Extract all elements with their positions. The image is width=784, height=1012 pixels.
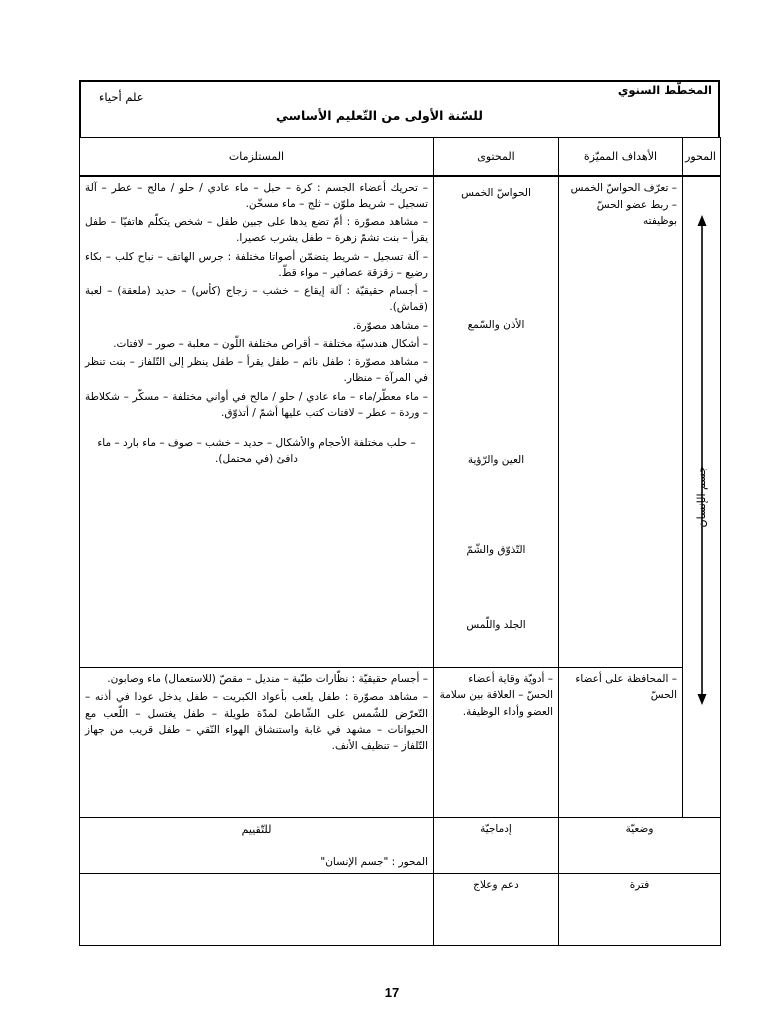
evaluation-note: المحور : "جسم الإنسان" (320, 856, 428, 869)
remediation-axis-label: فترة (559, 874, 721, 946)
requirement-item: – أشكال هندسيّة مختلفة – أقراص مختلفة اللّون – معلبة – صور – لافتات. (113, 337, 428, 350)
requirement-item: – مشاهد مصوّرة : أمّ تضع يدها على جبين طفل – شخص يتكلّم هاتفيّا – طفل يقرأ – بنت تشمّ زهرة – طفل يشرب عصيرا. (85, 216, 428, 245)
requirement-item: – أجسام حقيقيّة : آلة إيقاع – خشب – زجاج (كأس) – حديد (ملعقة) – لعبة (قماش). (85, 285, 428, 314)
axis-cell (683, 176, 721, 818)
requirement-item: – مشاهد مصوّرة : طفل نائم – طفل يقرأ – طفل ينظر إلى التّلفاز – بنت تنظر في المرآة – منظار. (85, 356, 428, 385)
content-item: – أدويّة وقاية أعضاء الحسّ – العلاقة بين سلامة العضو وأداء الوظيفة. (439, 673, 553, 718)
content-cell-2 (434, 668, 559, 818)
requirement-item: – مشاهد مصوّرة : طفل يلعب بأعواد الكبريت – طفل يدخل عودا في أذنه – التّعرّض للشّمس على الشّاطئ لمدّة طويلة – طفل يغتسل – اللّعب مع الحيوانات – مشهد في غابة واستنشاق الهواء النّقي – طفل قريب من جهاز التّلفاز – تنظيف الأنف. (85, 691, 428, 753)
remediation-requirements-cell (80, 874, 434, 946)
evaluation-requirements-label: للتّقييم (241, 823, 272, 836)
requirement-item: – مشاهد مصوّرة. (352, 319, 428, 332)
requirement-item: – حلب مختلفة الأحجام والأشكال – حديد – خشب – صوف – ماء بارد – ماء دافئ (في محتمل). (97, 437, 416, 466)
requirements-cell-2 (80, 668, 434, 818)
requirement-item: – آلة تسجيل – شريط يتضمّن أصواتا مختلفة : جرس الهاتف – نباح كلب – بكاء رضيع – زقزقة عصافير – مواء قطّ. (85, 250, 428, 279)
remediation-row (80, 874, 721, 946)
table-row (80, 176, 721, 668)
evaluation-row (80, 818, 721, 874)
evaluation-requirements-cell (80, 818, 434, 874)
requirement-item: – أجسام حقيقيّة : نظّارات طبّية – منديل – مقصّ (للاستعمال) ماء وصابون. (107, 673, 428, 685)
document-title: المخطّط السنوي (617, 83, 712, 97)
column-header-requirements: المستلزمات (80, 138, 434, 176)
objective-item: – المحافظة على أعضاء الحسّ (575, 673, 677, 702)
column-header-axis: المحور (683, 138, 721, 176)
requirements-cell-1 (80, 176, 434, 668)
column-header-objectives: الأهداف المميّزة (559, 138, 683, 176)
axis-label-wrap (683, 177, 720, 818)
objectives-cell-2 (559, 668, 683, 818)
remediation-content-label: دعم وعلاج (434, 874, 559, 946)
content-item: الجلد واللّمس (466, 618, 526, 631)
requirement-item: – تحريك أعضاء الجسم : كرة – حبل – ماء عادي / حلو / مالح – عطر – آلة تسجيل – شريط ملوّن – ثلج – ماء مسخّن. (85, 181, 428, 210)
page-number: 17 (384, 985, 400, 1000)
document-subtitle: للسّنة الأولى من التّعليم الأساسي (276, 108, 483, 123)
requirement-item: – ماء معطّر/ماء – ماء عادي / حلو / مالح في أواني مختلفة – مسكّر – شكلاطة – وردة – عطر – لافتات كتب عليها أشمّ / أتذوّق. (85, 390, 428, 419)
table-header-row (80, 138, 721, 176)
spacer (85, 423, 428, 435)
content-item: التّذوّق والشّمّ (466, 543, 526, 556)
table-row (80, 668, 721, 818)
objectives-cell-1 (559, 176, 683, 668)
subject-label: علم أحياء (99, 90, 144, 104)
content-item: الأذن والسّمع (467, 318, 525, 331)
content-cell-1 (434, 176, 559, 668)
annual-plan-table (79, 137, 721, 946)
content-item: العين والرّؤية (467, 453, 525, 466)
document-header (79, 80, 720, 137)
axis-label: جسم الإنسان (694, 466, 708, 528)
content-item: الحواسّ الخمس (461, 186, 531, 199)
objective-item: – ربط عضو الحسّ بوظيفته (596, 198, 677, 228)
objective-item: – تعرّف الحواسّ الخمس (570, 181, 677, 194)
column-header-content: المحتوى (434, 138, 559, 176)
evaluation-content-label: إدماجيّة (434, 818, 559, 874)
evaluation-axis-label: وضعيّة (559, 818, 721, 874)
